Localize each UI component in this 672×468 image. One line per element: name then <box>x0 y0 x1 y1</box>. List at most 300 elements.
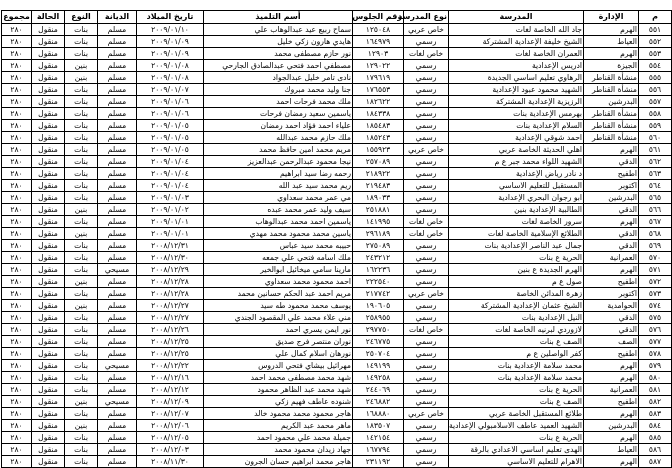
cell-seat-number: ١٩٠٦٠٥ <box>353 300 404 312</box>
cell-total: ٢٨٠ <box>2 240 32 252</box>
cell-status: منقول <box>32 348 65 360</box>
cell-birth-date: ٢٠٠٩/٠١/٠٦ <box>137 108 204 120</box>
cell-gender: بنين <box>65 204 98 216</box>
cell-status: منقول <box>32 36 65 48</box>
cell-school: العمران الخاصة لغات <box>449 48 584 60</box>
table-row <box>2 132 672 144</box>
cell-gender: بنات <box>65 264 98 276</box>
cell-school: طلائع المستقبل الخاصة عربي <box>449 408 584 420</box>
cell-school: الهرم الجديدة ع بنين <box>449 264 584 276</box>
cell-religion: مسلم <box>98 312 137 324</box>
cell-school-type: رسمي <box>404 72 449 84</box>
table-row <box>2 84 672 96</box>
cell-student-name: جهاد زيدان محمود محمد <box>204 444 353 456</box>
cell-religion: مسلم <box>98 456 137 468</box>
cell-student-name: ملك محمد فرحات احمد <box>204 96 353 108</box>
cell-total: ٢٨٠ <box>2 456 32 468</box>
table-row <box>2 156 672 168</box>
cell-school-type: رسمي <box>404 336 449 348</box>
table-header-row <box>2 11 672 24</box>
header-gender: النوع <box>65 11 98 24</box>
cell-status: منقول <box>32 132 65 144</box>
cell-gender: بنين <box>65 228 98 240</box>
cell-gender: بنات <box>65 96 98 108</box>
cell-school-type: رسمي <box>404 84 449 96</box>
cell-seat-number: ١٧٦٥٥٣ <box>353 84 404 96</box>
cell-student-name: نورهان اسلام كمال علي <box>204 348 353 360</box>
cell-school-type: خاص عربي <box>404 288 449 300</box>
cell-student-name: يوسف محمد محمود طه سيد <box>204 300 353 312</box>
table-row <box>2 276 672 288</box>
cell-gender: بنات <box>65 156 98 168</box>
table-row <box>2 24 672 36</box>
cell-seat-number: ٢٢٢٥٤٠ <box>353 276 404 288</box>
cell-total: ٢٨٠ <box>2 396 32 408</box>
cell-status: منقول <box>32 432 65 444</box>
cell-student-name: مارينا سامي ميخائيل ابوالخير <box>204 264 353 276</box>
cell-school: الحرية ع بنات <box>449 432 584 444</box>
cell-school: الشيخ عثمان الإعدادية المشتركة <box>449 300 584 312</box>
cell-school: صول ع م <box>449 276 584 288</box>
cell-birth-date: ٢٠٠٩/٠١/٠٩ <box>137 48 204 60</box>
cell-birth-date: ٢٠٠٨/١٢/٢٨ <box>137 276 204 288</box>
cell-gender: بنات <box>65 216 98 228</box>
cell-status: منقول <box>32 204 65 216</box>
cell-religion: مسلم <box>98 228 137 240</box>
table-row <box>2 204 672 216</box>
header-total: مجموع <box>2 11 32 24</box>
cell-school-type: رسمي <box>404 156 449 168</box>
cell-school-type: رسمي <box>404 360 449 372</box>
cell-birth-date: ٢٠٠٨/١١/٣٠ <box>137 456 204 468</box>
cell-gender: بنات <box>65 120 98 132</box>
cell-religion: مسلم <box>98 432 137 444</box>
cell-religion: مسلم <box>98 300 137 312</box>
table-row <box>2 144 672 156</box>
cell-birth-date: ٢٠٠٩/٠١/٠٩ <box>137 36 204 48</box>
cell-religion: مسلم <box>98 192 137 204</box>
cell-serial: ٥٧٧ <box>639 336 672 348</box>
cell-religion: مسلم <box>98 60 137 72</box>
cell-seat-number: ١٨٣٥٠٧ <box>353 420 404 432</box>
cell-total: ٢٨٠ <box>2 408 32 420</box>
cell-school-type: خاص لغات <box>404 216 449 228</box>
cell-school: د نادر رياض الإعدادية <box>449 168 584 180</box>
cell-seat-number: ١٨٢٦٢٢ <box>353 96 404 108</box>
cell-birth-date: ٢٠٠٩/٠١/١٠ <box>137 24 204 36</box>
cell-total: ٢٨٠ <box>2 360 32 372</box>
cell-status: منقول <box>32 240 65 252</box>
cell-religion: مسلم <box>98 24 137 36</box>
cell-gender: بنات <box>65 36 98 48</box>
cell-seat-number: ١٦٨٨٨٠ <box>353 408 404 420</box>
table-row <box>2 420 672 432</box>
cell-administration: البدرشين <box>584 420 639 432</box>
cell-student-name: سماح ربيع عيد عبدالوهاب علي <box>204 24 353 36</box>
cell-administration: الهرم <box>584 144 639 156</box>
cell-student-name: نيجا محمود عبدالرحمن عبدالعزيز <box>204 156 353 168</box>
cell-administration: الهرم <box>584 216 639 228</box>
cell-birth-date: ٢٠٠٩/٠١/٠٧ <box>137 84 204 96</box>
cell-religion: مسلم <box>98 144 137 156</box>
cell-gender: بنات <box>65 192 98 204</box>
cell-religion: مسلم <box>98 252 137 264</box>
cell-status: منقول <box>32 372 65 384</box>
cell-status: منقول <box>32 444 65 456</box>
cell-total: ٢٨٠ <box>2 432 32 444</box>
cell-gender: بنات <box>65 336 98 348</box>
cell-total: ٢٨٠ <box>2 168 32 180</box>
cell-religion: مسلم <box>98 108 137 120</box>
cell-administration: اطفيح <box>584 276 639 288</box>
header-status: الحالة <box>32 11 65 24</box>
cell-religion: مسلم <box>98 36 137 48</box>
cell-serial: ٥٥٤ <box>639 60 672 72</box>
table-row <box>2 288 672 300</box>
cell-total: ٢٨٠ <box>2 84 32 96</box>
cell-serial: ٥٧٣ <box>639 288 672 300</box>
cell-status: منقول <box>32 60 65 72</box>
cell-school: النيل الإعدادية بنات <box>449 312 584 324</box>
cell-school-type: رسمي <box>404 36 449 48</box>
cell-serial: ٥٦٠ <box>639 132 672 144</box>
cell-religion: مسلم <box>98 276 137 288</box>
table-row <box>2 300 672 312</box>
cell-seat-number: ٢٥٠٧٠٤ <box>353 348 404 360</box>
cell-birth-date: ٢٠٠٩/٠١/٠٥ <box>137 132 204 144</box>
cell-serial: ٥٦٩ <box>639 240 672 252</box>
cell-religion: مسلم <box>98 384 137 396</box>
cell-serial: ٥٨٥ <box>639 432 672 444</box>
cell-serial: ٥٧٢ <box>639 276 672 288</box>
cell-religion: مسلم <box>98 420 137 432</box>
cell-serial: ٥٥٦ <box>639 84 672 96</box>
cell-status: منقول <box>32 264 65 276</box>
cell-status: منقول <box>32 192 65 204</box>
cell-religion: مسلم <box>98 48 137 60</box>
cell-seat-number: ٢١٨٩٢٢ <box>353 168 404 180</box>
cell-gender: بنين <box>65 276 98 288</box>
cell-total: ٢٨٠ <box>2 144 32 156</box>
cell-school: الطلائع الإسلامية الخاصة لغات <box>449 228 584 240</box>
table-row <box>2 96 672 108</box>
cell-gender: بنات <box>65 324 98 336</box>
cell-school: جاد الله الخاصة لغات <box>449 24 584 36</box>
cell-seat-number: ٢٥٧٠٨٩ <box>353 156 404 168</box>
cell-birth-date: ٢٠٠٩/٠١/٠٤ <box>137 180 204 192</box>
cell-birth-date: ٢٠٠٩/٠١/٠٨ <box>137 60 204 72</box>
cell-religion: مسيحي <box>98 264 137 276</box>
cell-school: محمد سلامة الإعدادية بنات <box>449 372 584 384</box>
cell-administration: منشأة القناطر <box>584 84 639 96</box>
cell-serial: ٥٦٢ <box>639 156 672 168</box>
cell-seat-number: ١٤١٩٩٥ <box>353 216 404 228</box>
cell-status: منقول <box>32 144 65 156</box>
table-row <box>2 48 672 60</box>
table-row <box>2 432 672 444</box>
cell-birth-date: ٢٠٠٨/١٢/٢٩ <box>137 264 204 276</box>
cell-serial: ٥٧٠ <box>639 252 672 264</box>
cell-gender: بنات <box>65 84 98 96</box>
cell-administration: اطفيح <box>584 396 639 408</box>
cell-serial: ٥٨٧ <box>639 456 672 468</box>
cell-school-type: رسمي <box>404 384 449 396</box>
table-row <box>2 180 672 192</box>
cell-seat-number: ٢٥١٨٨١ <box>353 204 404 216</box>
cell-school-type: رسمي <box>404 60 449 72</box>
cell-total: ٢٨٠ <box>2 156 32 168</box>
cell-seat-number: ٢٩٧٧٥٠ <box>353 324 404 336</box>
table-row <box>2 444 672 456</box>
cell-birth-date: ٢٠٠٩/٠١/٠٤ <box>137 156 204 168</box>
cell-administration: الهرم <box>584 432 639 444</box>
cell-birth-date: ٢٠٠٨/١٢/١٢ <box>137 384 204 396</box>
table-row <box>2 312 672 324</box>
cell-student-name: مريم احمد عبد الحكم حسانين محمد <box>204 288 353 300</box>
cell-status: منقول <box>32 84 65 96</box>
cell-administration: العمرانية <box>584 252 639 264</box>
cell-birth-date: ٢٠٠٨/١٢/٠٧ <box>137 408 204 420</box>
cell-birth-date: ٢٠٠٨/١٢/١٦ <box>137 372 204 384</box>
cell-school-type: رسمي <box>404 204 449 216</box>
cell-school-type: رسمي <box>404 348 449 360</box>
cell-school-type: رسمي <box>404 432 449 444</box>
cell-school: الطالبية الإعدادية بنين <box>449 204 584 216</box>
cell-gender: بنات <box>65 372 98 384</box>
cell-gender: بنين <box>65 72 98 84</box>
cell-serial: ٥٦٤ <box>639 180 672 192</box>
cell-serial: ٥٧٥ <box>639 312 672 324</box>
cell-student-name: مريم محمد امين حافظ محمد <box>204 144 353 156</box>
cell-status: منقول <box>32 312 65 324</box>
cell-school: زهرة المدائن الخاصة <box>449 288 584 300</box>
cell-school-type: رسمي <box>404 120 449 132</box>
cell-total: ٢٨٠ <box>2 312 32 324</box>
cell-school: الشهيد العميد عاطف الاسلامبولي الإعدادية <box>448 421 582 430</box>
cell-birth-date: ٢٠٠٩/٠١/٠١ <box>137 228 204 240</box>
cell-total: ٢٨٠ <box>2 324 32 336</box>
cell-administration: الدقي <box>584 156 639 168</box>
cell-birth-date: ٢٠٠٨/١٢/٣١ <box>137 240 204 252</box>
cell-religion: مسلم <box>98 444 137 456</box>
table-row <box>2 216 672 228</box>
cell-gender: بنين <box>65 396 98 408</box>
header-birth-date: تاريخ الميلاد <box>137 11 204 24</box>
cell-total: ٢٨٠ <box>2 420 32 432</box>
cell-serial: ٥٧٩ <box>639 360 672 372</box>
cell-serial: ٥٥٩ <box>639 120 672 132</box>
cell-status: منقول <box>32 336 65 348</box>
cell-serial: ٥٧١ <box>639 264 672 276</box>
cell-student-name: ملك حازم محمد عبدالله <box>204 132 353 144</box>
cell-administration: منشأة القناطر <box>584 108 639 120</box>
cell-serial: ٥٨٦ <box>639 444 672 456</box>
cell-total: ٢٨٠ <box>2 120 32 132</box>
cell-total: ٢٨٠ <box>2 108 32 120</box>
header-school: المدرسة <box>449 11 584 24</box>
cell-administration: منشأة القناطر <box>584 72 639 84</box>
cell-birth-date: ٢٠٠٨/١٢/٢٦ <box>137 324 204 336</box>
cell-seat-number: ٢٤٣٢١٢ <box>353 252 404 264</box>
cell-seat-number: ١٤٩١٩٩ <box>353 360 404 372</box>
cell-serial: ٥٧٦ <box>639 324 672 336</box>
cell-administration: اطفيح <box>584 168 639 180</box>
cell-administration: الهرم <box>584 456 639 468</box>
cell-gender: بنين <box>65 420 98 432</box>
cell-school: جمال عبد الناصر الإعدادية بنات <box>449 240 584 252</box>
cell-status: منقول <box>32 288 65 300</box>
cell-student-name: مهرائيل بيشاي فتحي الدروس <box>204 360 353 372</box>
cell-total: ٢٨٠ <box>2 264 32 276</box>
cell-administration: الدقي <box>584 324 639 336</box>
cell-seat-number: ١٤٢١٥٤ <box>353 432 404 444</box>
cell-student-name: رحمه رضا سيد ابراهيم <box>204 168 353 180</box>
cell-administration: الدقي <box>584 312 639 324</box>
cell-serial: ٥٦٥ <box>639 192 672 204</box>
cell-serial: ٥٦٨ <box>639 228 672 240</box>
cell-administration: الهرم <box>584 48 639 60</box>
cell-school-type: رسمي <box>404 396 449 408</box>
cell-student-name: نوران منتصر فرج صديق <box>204 336 353 348</box>
table-row <box>2 372 672 384</box>
cell-birth-date: ٢٠٠٩/٠١/٠٤ <box>137 168 204 180</box>
cell-administration: الهرم <box>584 360 639 372</box>
cell-religion: مسلم <box>98 180 137 192</box>
header-school-type: نوع المدرسة <box>404 11 449 24</box>
cell-school-type: رسمي <box>404 180 449 192</box>
cell-student-name: ملك اسامه فتحي علي جمعه <box>204 252 353 264</box>
cell-status: منقول <box>32 324 65 336</box>
cell-school-type: رسمي <box>404 276 449 288</box>
cell-birth-date: ٢٠٠٨/١٢/٠٦ <box>137 420 204 432</box>
cell-gender: بنات <box>65 348 98 360</box>
cell-school: الشهيد محمود عبود الإعدادية <box>449 84 584 96</box>
cell-status: منقول <box>32 300 65 312</box>
cell-seat-number: ١٢٥٠٤٨ <box>353 24 404 36</box>
cell-total: ٢٨٠ <box>2 216 32 228</box>
cell-administration: البدرشين <box>584 96 639 108</box>
cell-school: الشهيد اللواء محمد جبر ع م <box>449 156 584 168</box>
cell-birth-date: ٢٠٠٨/١٢/٢٧ <box>137 312 204 324</box>
cell-religion: مسلم <box>98 408 137 420</box>
table-row <box>2 384 672 396</box>
cell-student-name: ماهر محمد عبد الكريم <box>204 420 353 432</box>
cell-gender: بنات <box>65 240 98 252</box>
cell-student-name: مصطفي احمد فتحي عبدالصادق الجارحي <box>204 60 353 72</box>
cell-birth-date: ٢٠٠٨/١٢/٢٥ <box>137 336 204 348</box>
cell-administration: الدقي <box>584 240 639 252</box>
cell-school-type: رسمي <box>404 264 449 276</box>
cell-serial: ٥٧٨ <box>639 348 672 360</box>
header-serial: م <box>639 11 672 24</box>
cell-birth-date: ٢٠٠٨/١٢/٠٣ <box>137 444 204 456</box>
cell-student-name: ياسمين سعيد رمضان فرحات <box>204 108 353 120</box>
cell-administration: العياط <box>584 36 639 48</box>
cell-administration: منشأة القناطر <box>584 132 639 144</box>
cell-school: الاهرام للتعليم الاساسي <box>449 456 584 468</box>
cell-seat-number: ١٨٥٤٨٣ <box>353 120 404 132</box>
cell-birth-date: ٢٠٠٩/٠١/٠٥ <box>137 120 204 132</box>
cell-school: الحرية ع بنات <box>449 252 584 264</box>
cell-religion: مسلم <box>98 96 137 108</box>
cell-religion: مسلم <box>98 84 137 96</box>
cell-religion: مسلم <box>98 240 137 252</box>
cell-status: منقول <box>32 24 65 36</box>
cell-school: لازوردي لبرنيه الخاصة لغات <box>449 324 584 336</box>
cell-religion: مسلم <box>98 120 137 132</box>
cell-school: الصف ع بنات <box>449 396 584 408</box>
cell-gender: بنات <box>65 444 98 456</box>
results-table <box>1 10 672 468</box>
cell-seat-number: ١٤٩٢٥٨ <box>353 372 404 384</box>
cell-status: منقول <box>32 396 65 408</box>
cell-gender: بنات <box>65 48 98 60</box>
cell-administration: اطفيح <box>584 348 639 360</box>
cell-religion: مسلم <box>98 288 137 300</box>
cell-serial: ٥٥٣ <box>639 48 672 60</box>
cell-school-type: رسمي <box>404 192 449 204</box>
table-row <box>2 240 672 252</box>
cell-school-type: رسمي <box>404 312 449 324</box>
cell-seat-number: ١٢٩٠٣ <box>353 48 404 60</box>
cell-status: منقول <box>32 120 65 132</box>
table-row <box>2 456 672 468</box>
cell-total: ٢٨٠ <box>2 180 32 192</box>
cell-seat-number: ٢٧٥٠٨٩ <box>353 240 404 252</box>
cell-school-type: رسمي <box>404 252 449 264</box>
cell-seat-number: ١٧٩٦١٩ <box>353 72 404 84</box>
cell-birth-date: ٢٠٠٨/١٢/٠٥ <box>137 432 204 444</box>
cell-total: ٢٨٠ <box>2 48 32 60</box>
cell-school: احمد شوقي الإعدادية <box>449 132 584 144</box>
cell-serial: ٥٥١ <box>639 24 672 36</box>
cell-serial: ٥٨٢ <box>639 396 672 408</box>
cell-school-type: خاص لغات <box>404 48 449 60</box>
cell-seat-number: ١٢٩٠٢٢ <box>353 60 404 72</box>
cell-administration: البدرشين <box>584 192 639 204</box>
cell-administration: الهرم <box>584 372 639 384</box>
cell-total: ٢٨٠ <box>2 300 32 312</box>
cell-gender: بنات <box>65 288 98 300</box>
cell-total: ٢٨٠ <box>2 228 32 240</box>
cell-gender: بنين <box>65 60 98 72</box>
cell-school-type: رسمي <box>404 456 449 468</box>
cell-status: منقول <box>32 156 65 168</box>
cell-student-name: احمد محمود محمد سعداوي <box>204 276 353 288</box>
cell-total: ٢٨٠ <box>2 276 32 288</box>
cell-birth-date: ٢٠٠٨/١٢/٣٠ <box>137 252 204 264</box>
cell-religion: مسلم <box>98 156 137 168</box>
cell-serial: ٥٥٢ <box>639 36 672 48</box>
cell-school-type: خاص عربي <box>404 24 449 36</box>
cell-school: محمد سلامة الإعدادية بنات <box>449 360 584 372</box>
cell-total: ٢٨٠ <box>2 204 32 216</box>
cell-student-name: هاجر محمد ابراهيم حسان الجرون <box>204 456 353 468</box>
cell-birth-date: ٢٠٠٨/١٢/٢٨ <box>137 288 204 300</box>
header-seat-number: رقم الجلوس <box>353 11 404 24</box>
cell-student-name: حبيبه محمد سيد عباس <box>204 240 353 252</box>
cell-gender: بنات <box>65 384 98 396</box>
cell-gender: بنات <box>65 432 98 444</box>
cell-administration: اكتوبر <box>584 180 639 192</box>
cell-gender: بنات <box>65 408 98 420</box>
cell-serial: ٥٨٠ <box>639 372 672 384</box>
table-row <box>2 252 672 264</box>
table-row <box>2 36 672 48</box>
cell-religion: مسلم <box>98 204 137 216</box>
cell-school-type: رسمي <box>404 168 449 180</box>
cell-gender: بنات <box>65 312 98 324</box>
